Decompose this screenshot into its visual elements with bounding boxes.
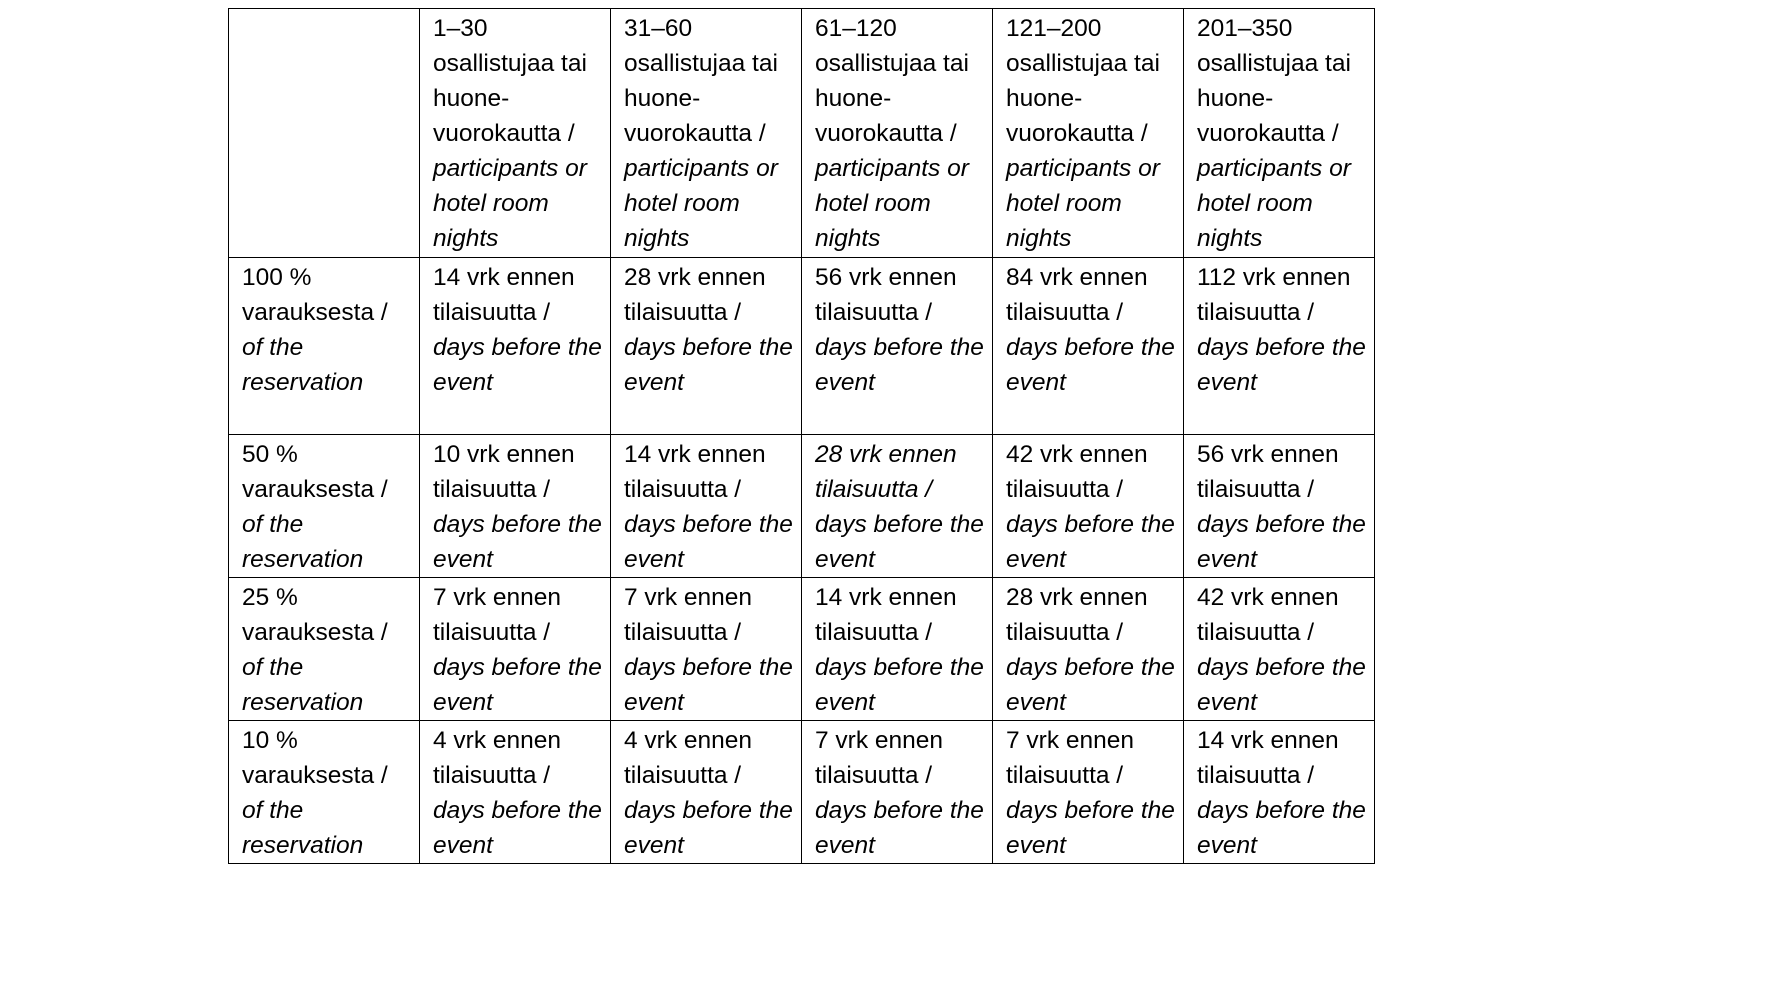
cell-fi-text: 7 vrk ennen tilaisuutta / — [433, 584, 562, 646]
cell-fi-text: 56 vrk ennen tilaisuutta / — [1197, 441, 1339, 503]
cell-en-text: days before the event — [1006, 334, 1175, 396]
cell-en-text: days before the event — [433, 334, 602, 396]
cell-fi-text: 7 vrk ennen tilaisuutta / — [1006, 727, 1135, 789]
cell-en-text: days before the event — [1006, 797, 1175, 859]
table-cell — [611, 578, 802, 721]
header-range: 31–60 — [624, 15, 693, 42]
cell-en-text: days before the event — [433, 654, 602, 716]
corner-cell — [229, 9, 420, 258]
cell-en-text: days before the event — [624, 511, 793, 573]
cell-fi-text: 28 vrk ennen tilaisuutta / — [1006, 584, 1148, 646]
header-fi-text: osallistujaa tai huone-vuorokautta / — [815, 50, 969, 147]
table-cell — [1184, 721, 1375, 864]
table-cell — [420, 578, 611, 721]
cell-en-text: days before the event — [815, 511, 984, 573]
table-row — [229, 435, 1375, 578]
cell-en-text: days before the event — [1197, 334, 1366, 396]
table-cell — [611, 435, 802, 578]
table-cell — [993, 435, 1184, 578]
cell-fi-text: 28 vrk ennen tilaisuutta / — [815, 441, 957, 503]
cell-fi-text: 56 vrk ennen tilaisuutta / — [815, 264, 957, 326]
row-label-cell — [229, 435, 420, 578]
row-label-en: of the reservation — [242, 511, 364, 573]
cell-fi-text: 4 vrk ennen tilaisuutta / — [433, 727, 562, 789]
table-cell — [420, 258, 611, 435]
table-cell — [1184, 435, 1375, 578]
table-cell — [611, 258, 802, 435]
table-cell — [420, 435, 611, 578]
row-label-cell — [229, 721, 420, 864]
row-label-fi: 10 % varauksesta / — [242, 727, 388, 789]
cell-en-text: days before the event — [1006, 511, 1175, 573]
header-en-text: participants or hotel room nights — [1006, 155, 1160, 252]
header-en-text: participants or hotel room nights — [815, 155, 969, 252]
header-fi-text: osallistujaa tai huone-vuorokautta / — [433, 50, 587, 147]
header-en-text: participants or hotel room nights — [624, 155, 778, 252]
header-cell — [802, 9, 993, 258]
row-label-fi: 25 % varauksesta / — [242, 584, 388, 646]
header-cell — [1184, 9, 1375, 258]
cell-fi-text: 14 vrk ennen tilaisuutta / — [624, 441, 766, 503]
cell-en-text: days before the event — [1197, 511, 1366, 573]
table-row — [229, 721, 1375, 864]
cancellation-terms-table — [228, 8, 1375, 864]
cell-en-text: days before the event — [624, 334, 793, 396]
row-label-fi: 50 % varauksesta / — [242, 441, 388, 503]
cell-en-text: days before the event — [1006, 654, 1175, 716]
row-label-cell — [229, 258, 420, 435]
header-cell — [993, 9, 1184, 258]
table-cell — [993, 578, 1184, 721]
table-cell — [1184, 258, 1375, 435]
cell-fi-text: 28 vrk ennen tilaisuutta / — [624, 264, 766, 326]
header-fi-text: osallistujaa tai huone-vuorokautta / — [1197, 50, 1351, 147]
table-row — [229, 578, 1375, 721]
header-cell — [611, 9, 802, 258]
table-cell — [802, 721, 993, 864]
table-cell — [993, 258, 1184, 435]
header-range: 121–200 — [1006, 15, 1102, 42]
cell-fi-text: 84 vrk ennen tilaisuutta / — [1006, 264, 1148, 326]
row-label-fi: 100 % varauksesta / — [242, 264, 388, 326]
table-cell — [993, 721, 1184, 864]
row-label-en: of the reservation — [242, 334, 364, 396]
table-cell — [420, 721, 611, 864]
header-fi-text: osallistujaa tai huone-vuorokautta / — [624, 50, 778, 147]
header-fi-text: osallistujaa tai huone-vuorokautta / — [1006, 50, 1160, 147]
table-cell — [611, 721, 802, 864]
header-range: 201–350 — [1197, 15, 1293, 42]
table-cell — [802, 578, 993, 721]
cell-en-text: days before the event — [433, 511, 602, 573]
cell-fi-text: 10 vrk ennen tilaisuutta / — [433, 441, 575, 503]
cell-en-text: days before the event — [815, 334, 984, 396]
cell-fi-text: 14 vrk ennen tilaisuutta / — [815, 584, 957, 646]
table-cell — [802, 258, 993, 435]
row-label-cell — [229, 578, 420, 721]
header-en-text: participants or hotel room nights — [433, 155, 587, 252]
header-range: 1–30 — [433, 15, 488, 42]
cell-fi-text: 14 vrk ennen tilaisuutta / — [433, 264, 575, 326]
cell-en-text: days before the event — [815, 797, 984, 859]
cell-fi-text: 7 vrk ennen tilaisuutta / — [815, 727, 944, 789]
cell-fi-text: 14 vrk ennen tilaisuutta / — [1197, 727, 1339, 789]
header-row — [229, 9, 1375, 258]
cell-en-text: days before the event — [624, 797, 793, 859]
cell-fi-text: 112 vrk ennen tilaisuutta / — [1197, 264, 1351, 326]
header-range: 61–120 — [815, 15, 897, 42]
cell-fi-text: 42 vrk ennen tilaisuutta / — [1197, 584, 1339, 646]
cell-en-text: days before the event — [1197, 797, 1366, 859]
row-label-en: of the reservation — [242, 797, 364, 859]
table-row — [229, 258, 1375, 435]
cell-fi-text: 42 vrk ennen tilaisuutta / — [1006, 441, 1148, 503]
cell-en-text: days before the event — [624, 654, 793, 716]
row-label-en: of the reservation — [242, 654, 364, 716]
cell-fi-text: 7 vrk ennen tilaisuutta / — [624, 584, 753, 646]
cell-en-text: days before the event — [815, 654, 984, 716]
header-cell — [420, 9, 611, 258]
header-en-text: participants or hotel room nights — [1197, 155, 1351, 252]
table-cell — [802, 435, 993, 578]
table-cell — [1184, 578, 1375, 721]
cell-en-text: days before the event — [1197, 654, 1366, 716]
cell-en-text: days before the event — [433, 797, 602, 859]
cell-fi-text: 4 vrk ennen tilaisuutta / — [624, 727, 753, 789]
